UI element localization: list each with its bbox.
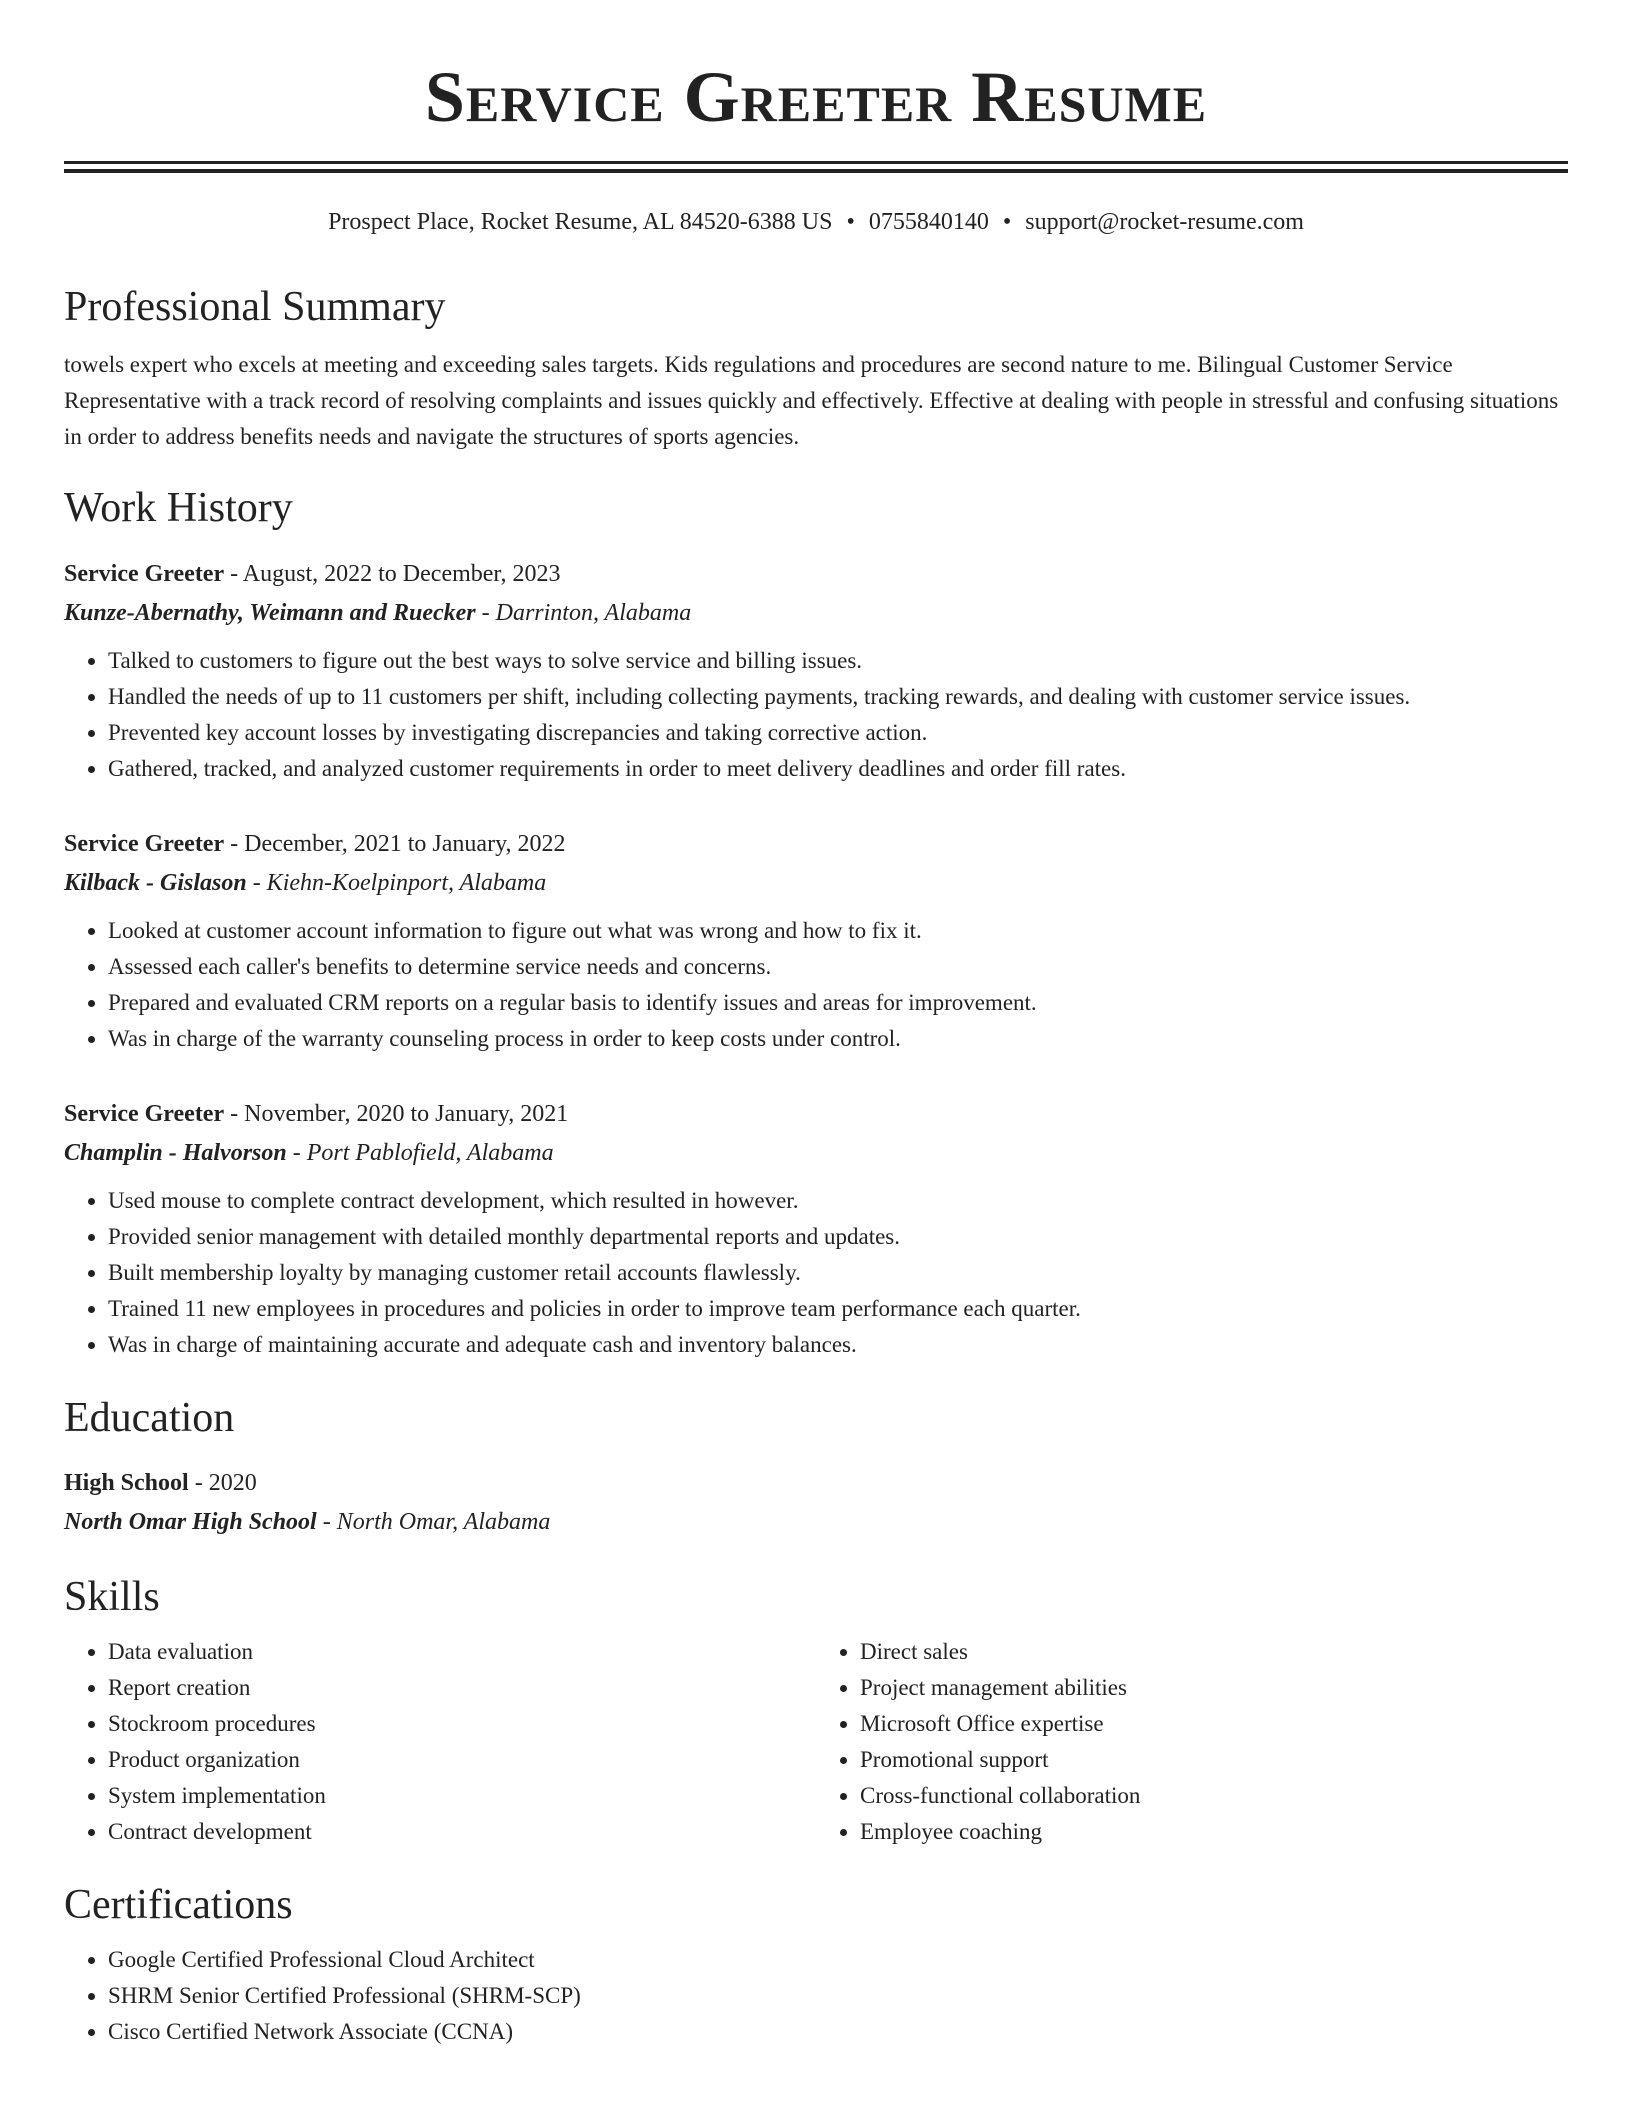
job-title: Service Greeter: [64, 831, 225, 858]
summary-heading: Professional Summary: [64, 284, 446, 331]
job-bullet: • Prevented key account losses by investigating discrepancies and taking corrective action.: [108, 715, 1568, 751]
job-bullet: • Used mouse to complete contract development, which resulted in however.: [108, 1183, 1568, 1219]
job-company: Champlin - Halvorson: [64, 1140, 287, 1167]
job-location: - Darrinton, Alabama: [475, 600, 692, 627]
skill-item: • Report creation: [108, 1670, 816, 1706]
skill-item: • Direct sales: [860, 1634, 1568, 1670]
job-bullet: • Talked to customers to figure out the best ways to solve service and billing issues.: [108, 643, 1568, 679]
job-bullet: • Was in charge of the warranty counseling process in order to keep costs under control.: [108, 1021, 1568, 1057]
work-history-heading: Work History: [64, 484, 293, 531]
certifications-heading: Certifications: [64, 1881, 293, 1928]
job-bullet: • Built membership loyalty by managing customer retail accounts flawlessly.: [108, 1255, 1568, 1291]
job-bullet: • Handled the needs of up to 11 customers per shift, including collecting payments, tracking rewards, and dealing with customer service issues.: [108, 679, 1568, 715]
certification-item: • SHRM Senior Certified Professional (SHRM-SCP): [108, 1978, 1568, 2014]
job-title: Service Greeter: [64, 561, 225, 588]
skill-item: • Promotional support: [860, 1742, 1568, 1778]
skill-item: • Data evaluation: [108, 1634, 816, 1670]
contact-address: Prospect Place, Rocket Resume, AL 84520-6388 US: [328, 209, 833, 236]
education-degree-line: [64, 1464, 1568, 1503]
job-bullet: • Provided senior management with detailed monthly departmental reports and updates.: [108, 1219, 1568, 1255]
job-bullet: • Prepared and evaluated CRM reports on a regular basis to identify issues and areas for improvement.: [108, 985, 1568, 1021]
job-bullet: • Was in charge of maintaining accurate and adequate cash and inventory balances.: [108, 1327, 1568, 1363]
education-year: - 2020: [188, 1469, 257, 1496]
job-company-line: [64, 864, 1568, 903]
job-company: Kilback - Gislason: [64, 870, 247, 897]
skills-columns: [64, 1634, 1568, 1850]
job-location: - Port Pablofield, Alabama: [286, 1140, 554, 1167]
skill-item: • Project management abilities: [860, 1670, 1568, 1706]
skills-list-right: [816, 1634, 1568, 1850]
education-entry: [64, 1464, 1568, 1542]
education-degree: High School: [64, 1469, 189, 1496]
contact-separator: •: [1002, 209, 1012, 236]
job-title: Service Greeter: [64, 1101, 225, 1128]
education-heading: Education: [64, 1395, 235, 1442]
resume-title: Service Greeter Resume: [424, 57, 1208, 137]
job-title-line: [64, 825, 1568, 864]
job-bullets: [64, 643, 1568, 787]
skill-item: • System implementation: [108, 1778, 816, 1814]
title-divider: [64, 161, 1568, 173]
job-dates: - December, 2021 to January, 2022: [224, 831, 566, 858]
skills-list-left: [64, 1634, 816, 1850]
education-location: - North Omar, Alabama: [316, 1508, 551, 1535]
skill-item: • Product organization: [108, 1742, 816, 1778]
contact-phone: 0755840140: [868, 209, 989, 236]
contact-line: [64, 207, 1568, 238]
job-title-line: [64, 555, 1568, 594]
job-bullet: • Gathered, tracked, and analyzed customer requirements in order to meet delivery deadlines and order fill rates.: [108, 751, 1568, 787]
contact-email: support@rocket-resume.com: [1025, 209, 1304, 236]
job-entry: [64, 825, 1568, 1057]
summary-text: towels expert who excels at meeting and exceeding sales targets. Kids regulations and procedures are second nature to me. Bilingual Customer Service Representative with a track record of resolving complaints and issues quickly and effectively. Effective at dealing with people in stressful and confusing situations in order to address benefits needs and navigate the structures of sports agencies.: [64, 351, 1559, 449]
job-title-line: [64, 1095, 1568, 1134]
job-bullets: [64, 913, 1568, 1057]
job-bullet: • Assessed each caller's benefits to determine service needs and concerns.: [108, 949, 1568, 985]
certification-item: • Google Certified Professional Cloud Architect: [108, 1942, 1568, 1978]
certification-item: • Cisco Certified Network Associate (CCNA): [108, 2014, 1568, 2050]
job-entry: [64, 555, 1568, 787]
job-entry: [64, 1095, 1568, 1363]
job-location: - Kiehn-Koelpinport, Alabama: [246, 870, 547, 897]
certifications-list: [64, 1942, 1568, 2050]
job-dates: - August, 2022 to December, 2023: [224, 561, 561, 588]
job-dates: - November, 2020 to January, 2021: [224, 1101, 569, 1128]
job-bullet: • Trained 11 new employees in procedures and policies in order to improve team performance each quarter.: [108, 1291, 1568, 1327]
job-bullets: [64, 1183, 1568, 1363]
skill-item: • Stockroom procedures: [108, 1706, 816, 1742]
education-school-line: [64, 1503, 1568, 1542]
job-company-line: [64, 594, 1568, 633]
skill-item: • Cross-functional collaboration: [860, 1778, 1568, 1814]
education-school: North Omar High School: [64, 1508, 317, 1535]
job-company-line: [64, 1134, 1568, 1173]
contact-separator: •: [846, 209, 855, 236]
skills-heading: Skills: [64, 1573, 160, 1620]
job-company: Kunze-Abernathy, Weimann and Ruecker: [64, 600, 476, 627]
skill-item: • Contract development: [108, 1814, 816, 1850]
skill-item: • Employee coaching: [860, 1814, 1568, 1850]
skill-item: • Microsoft Office expertise: [860, 1706, 1568, 1742]
job-bullet: • Looked at customer account information to figure out what was wrong and how to fix it.: [108, 913, 1568, 949]
